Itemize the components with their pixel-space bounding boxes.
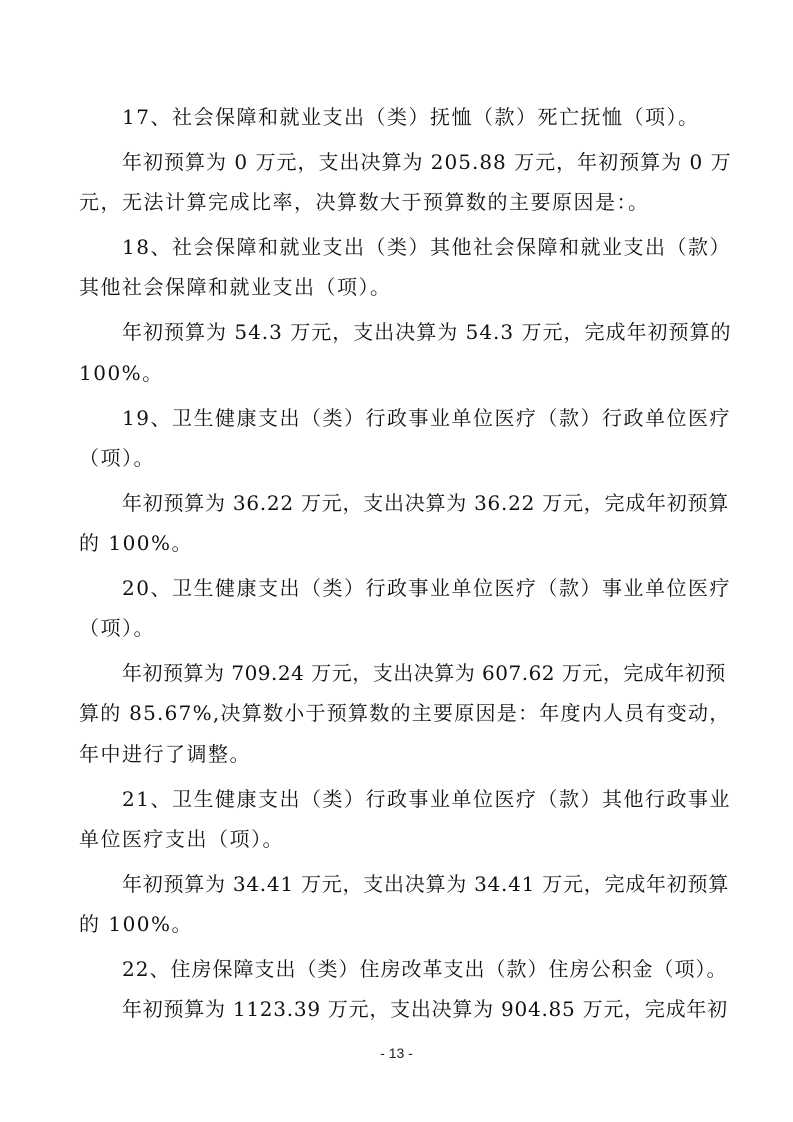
page-number: - 13 - — [380, 1045, 413, 1061]
text-line: 100%。 — [79, 361, 164, 385]
text-line: 算的 85.67%,决算数小于预算数的主要原因是：年度内人员有变动， — [79, 701, 731, 725]
text-line: 年初预算为 1123.39 万元，支出决算为 904.85 万元，完成年初 — [122, 997, 728, 1021]
text-line: 年中进行了调整。 — [79, 742, 251, 766]
text-line: （项）。 — [79, 446, 155, 470]
text-line: 年初预算为 0 万元，支出决算为 205.88 万元，年初预算为 0 万 — [122, 150, 732, 174]
text-line: 元，无法计算完成比率，决算数大于预算数的主要原因是：。 — [79, 190, 650, 214]
text-line: 20、卫生健康支出（类）行政事业单位医疗（款）事业单位医疗 — [122, 576, 731, 600]
text-line: 的 100%。 — [79, 912, 194, 936]
text-line: 单位医疗支出（项）。 — [79, 827, 284, 851]
text-line: 22、住房保障支出（类）住房改革支出（款）住房公积金（项）。 — [122, 957, 728, 981]
text-line: 的 100%。 — [79, 531, 194, 555]
text-line: 21、卫生健康支出（类）行政事业单位医疗（款）其他行政事业 — [122, 787, 731, 811]
text-line: 年初预算为 54.3 万元，支出决算为 54.3 万元，完成年初预算的 — [122, 320, 732, 344]
text-line: 年初预算为 34.41 万元，支出决算为 34.41 万元，完成年初预算 — [122, 872, 729, 896]
text-line: （项）。 — [79, 616, 155, 640]
text-line: 年初预算为 709.24 万元，支出决算为 607.62 万元，完成年初预 — [122, 661, 726, 685]
text-line: 19、卫生健康支出（类）行政事业单位医疗（款）行政单位医疗 — [122, 406, 731, 430]
text-line: 年初预算为 36.22 万元，支出决算为 36.22 万元，完成年初预算 — [122, 491, 729, 515]
text-line: 其他社会保障和就业支出（项）。 — [79, 275, 392, 299]
text-line: 18、社会保障和就业支出（类）其他社会保障和就业支出（款） — [122, 235, 731, 259]
text-line: 17、社会保障和就业支出（类）抚恤（款）死亡抚恤（项）。 — [122, 105, 700, 129]
